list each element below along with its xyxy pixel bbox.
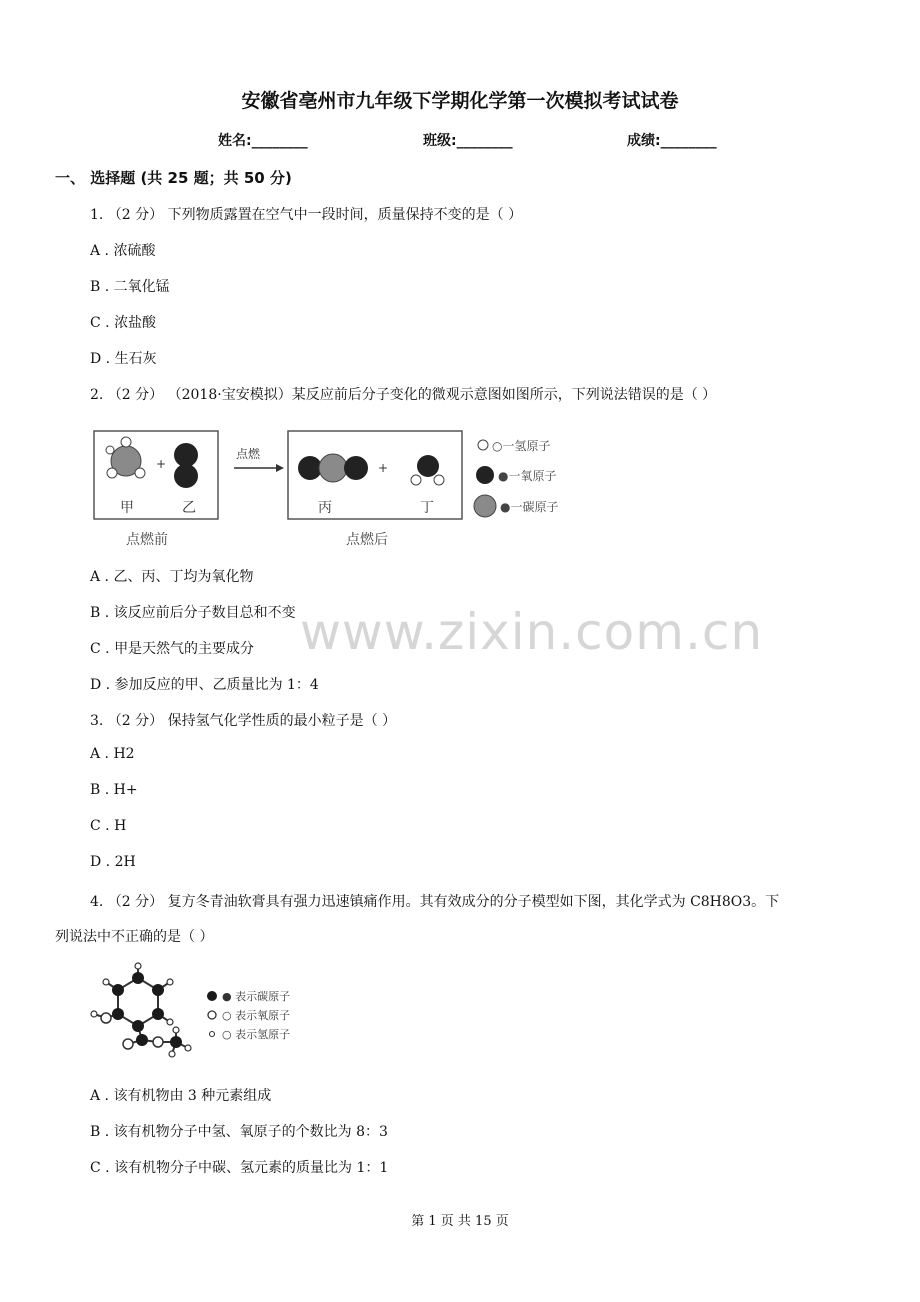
question-1-option-b[interactable]: B . 二氧化锰 xyxy=(90,279,170,295)
legend-carbon-atom: ● 表示碳原子 xyxy=(222,990,291,1003)
plus-sign-after: + xyxy=(378,461,389,475)
legend-hydrogen-atom: ○ 表示氢原子 xyxy=(222,1028,291,1041)
reaction-diagram xyxy=(90,428,570,552)
score-field-label: 成绩:________ xyxy=(627,133,717,149)
legend-oxygen: ●一氧原子 xyxy=(498,469,557,483)
page-footer: 第 1 页 共 15 页 xyxy=(411,1214,509,1229)
question-1-option-a[interactable]: A . 浓硫酸 xyxy=(90,243,156,259)
question-3-option-b[interactable]: B . H+ xyxy=(90,782,138,798)
caption-after: 点燃后 xyxy=(346,532,388,548)
legend-oxygen-atom: ○ 表示氧原子 xyxy=(222,1009,291,1022)
question-4-option-a[interactable]: A . 该有机物由 3 种元素组成 xyxy=(90,1088,272,1104)
label-jia: 甲 xyxy=(120,500,134,516)
question-3-option-c[interactable]: C . H xyxy=(90,818,127,834)
name-field-label: 姓名:________ xyxy=(218,133,308,149)
question-1-stem: 1. （2 分） 下列物质露置在空气中一段时间，质量保持不变的是（ ） xyxy=(90,207,523,223)
question-4-option-c[interactable]: C . 该有机物分子中碳、氢元素的质量比为 1：1 xyxy=(90,1160,389,1176)
plus-sign-before: + xyxy=(156,457,167,471)
question-3-option-a[interactable]: A . H2 xyxy=(90,746,135,762)
question-1-option-d[interactable]: D . 生石灰 xyxy=(90,351,157,367)
label-ding: 丁 xyxy=(420,500,434,516)
class-field-label: 班级:________ xyxy=(423,133,513,149)
label-bing: 丙 xyxy=(318,500,332,516)
legend-carbon: ●一碳原子 xyxy=(500,500,559,514)
page-title: 安徽省亳州市九年级下学期化学第一次模拟考试试卷 xyxy=(241,90,679,112)
section-heading: 一、 选择题 (共 25 题；共 50 分) xyxy=(55,169,292,187)
question-3-stem: 3. （2 分） 保持氢气化学性质的最小粒子是（ ） xyxy=(90,713,397,729)
question-3-option-d[interactable]: D . 2H xyxy=(90,854,136,870)
watermark: www.zixin.com.cn xyxy=(300,603,764,661)
question-2-option-a[interactable]: A . 乙、丙、丁均为氧化物 xyxy=(90,569,254,585)
caption-before: 点燃前 xyxy=(126,532,168,548)
question-2-option-b[interactable]: B . 该反应前后分子数目总和不变 xyxy=(90,605,296,621)
question-2-option-d[interactable]: D . 参加反应的甲、乙质量比为 1：4 xyxy=(90,677,319,693)
label-yi: 乙 xyxy=(182,500,196,516)
question-2-stem: 2. （2 分） （2018·宝安模拟）某反应前后分子变化的微观示意图如图所示，下列说法错误的是（ ） xyxy=(90,387,717,403)
question-1-option-c[interactable]: C . 浓盐酸 xyxy=(90,315,157,331)
question-4-option-b[interactable]: B . 该有机物分子中氢、氧原子的个数比为 8：3 xyxy=(90,1124,388,1140)
legend-hydrogen: ○一氢原子 xyxy=(492,439,551,453)
question-4-stem-continued: 列说法中不正确的是（ ） xyxy=(55,929,214,945)
question-2-option-c[interactable]: C . 甲是天然气的主要成分 xyxy=(90,641,255,657)
question-4-stem: 4. （2 分） 复方冬青油软膏具有强力迅速镇痛作用。其有效成分的分子模型如下图，其化学式为 C8H8O3。下 xyxy=(90,894,780,910)
arrow-label: 点燃 xyxy=(236,447,261,461)
molecule-model-diagram xyxy=(88,962,328,1062)
